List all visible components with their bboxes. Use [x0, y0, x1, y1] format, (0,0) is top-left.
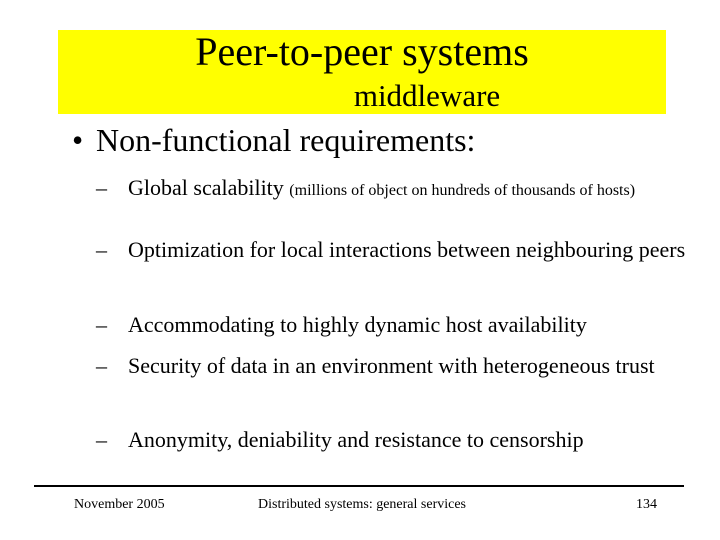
dash-icon: – — [96, 312, 107, 337]
list-item — [96, 234, 688, 265]
dash-icon: – — [96, 237, 107, 262]
list-item-text: Anonymity, deniability and resistance to censorship — [128, 427, 584, 452]
dash-icon: – — [96, 427, 107, 452]
list-item-text: Optimization for local interactions between neighbouring peers — [128, 237, 686, 262]
list-item-text: Global scalability — [128, 175, 284, 200]
main-bullet — [72, 120, 475, 160]
title-banner — [58, 30, 666, 114]
list-item-text: Security of data in an environment with heterogeneous trust — [128, 353, 655, 378]
footer-course: Distributed systems: general services — [258, 497, 467, 512]
dash-icon: – — [96, 175, 107, 200]
list-item-note: (millions of object on hundreds of thousands of hosts) — [289, 182, 636, 199]
dash-icon: – — [96, 353, 107, 378]
slide-subtitle: middleware — [353, 78, 501, 113]
list-item — [96, 309, 688, 340]
footer-page-number: 134 — [636, 497, 657, 512]
footer-date: November 2005 — [74, 497, 165, 512]
slide-title: Peer-to-peer systems — [195, 29, 529, 74]
list-item — [96, 350, 688, 381]
main-bullet-text: Non-functional requirements: — [96, 122, 476, 158]
footer-divider — [34, 485, 684, 487]
list-item-text: Accommodating to highly dynamic host availability — [128, 312, 587, 337]
list-item — [96, 172, 688, 206]
list-item — [96, 424, 688, 455]
bullet-dot-icon: • — [72, 122, 84, 158]
